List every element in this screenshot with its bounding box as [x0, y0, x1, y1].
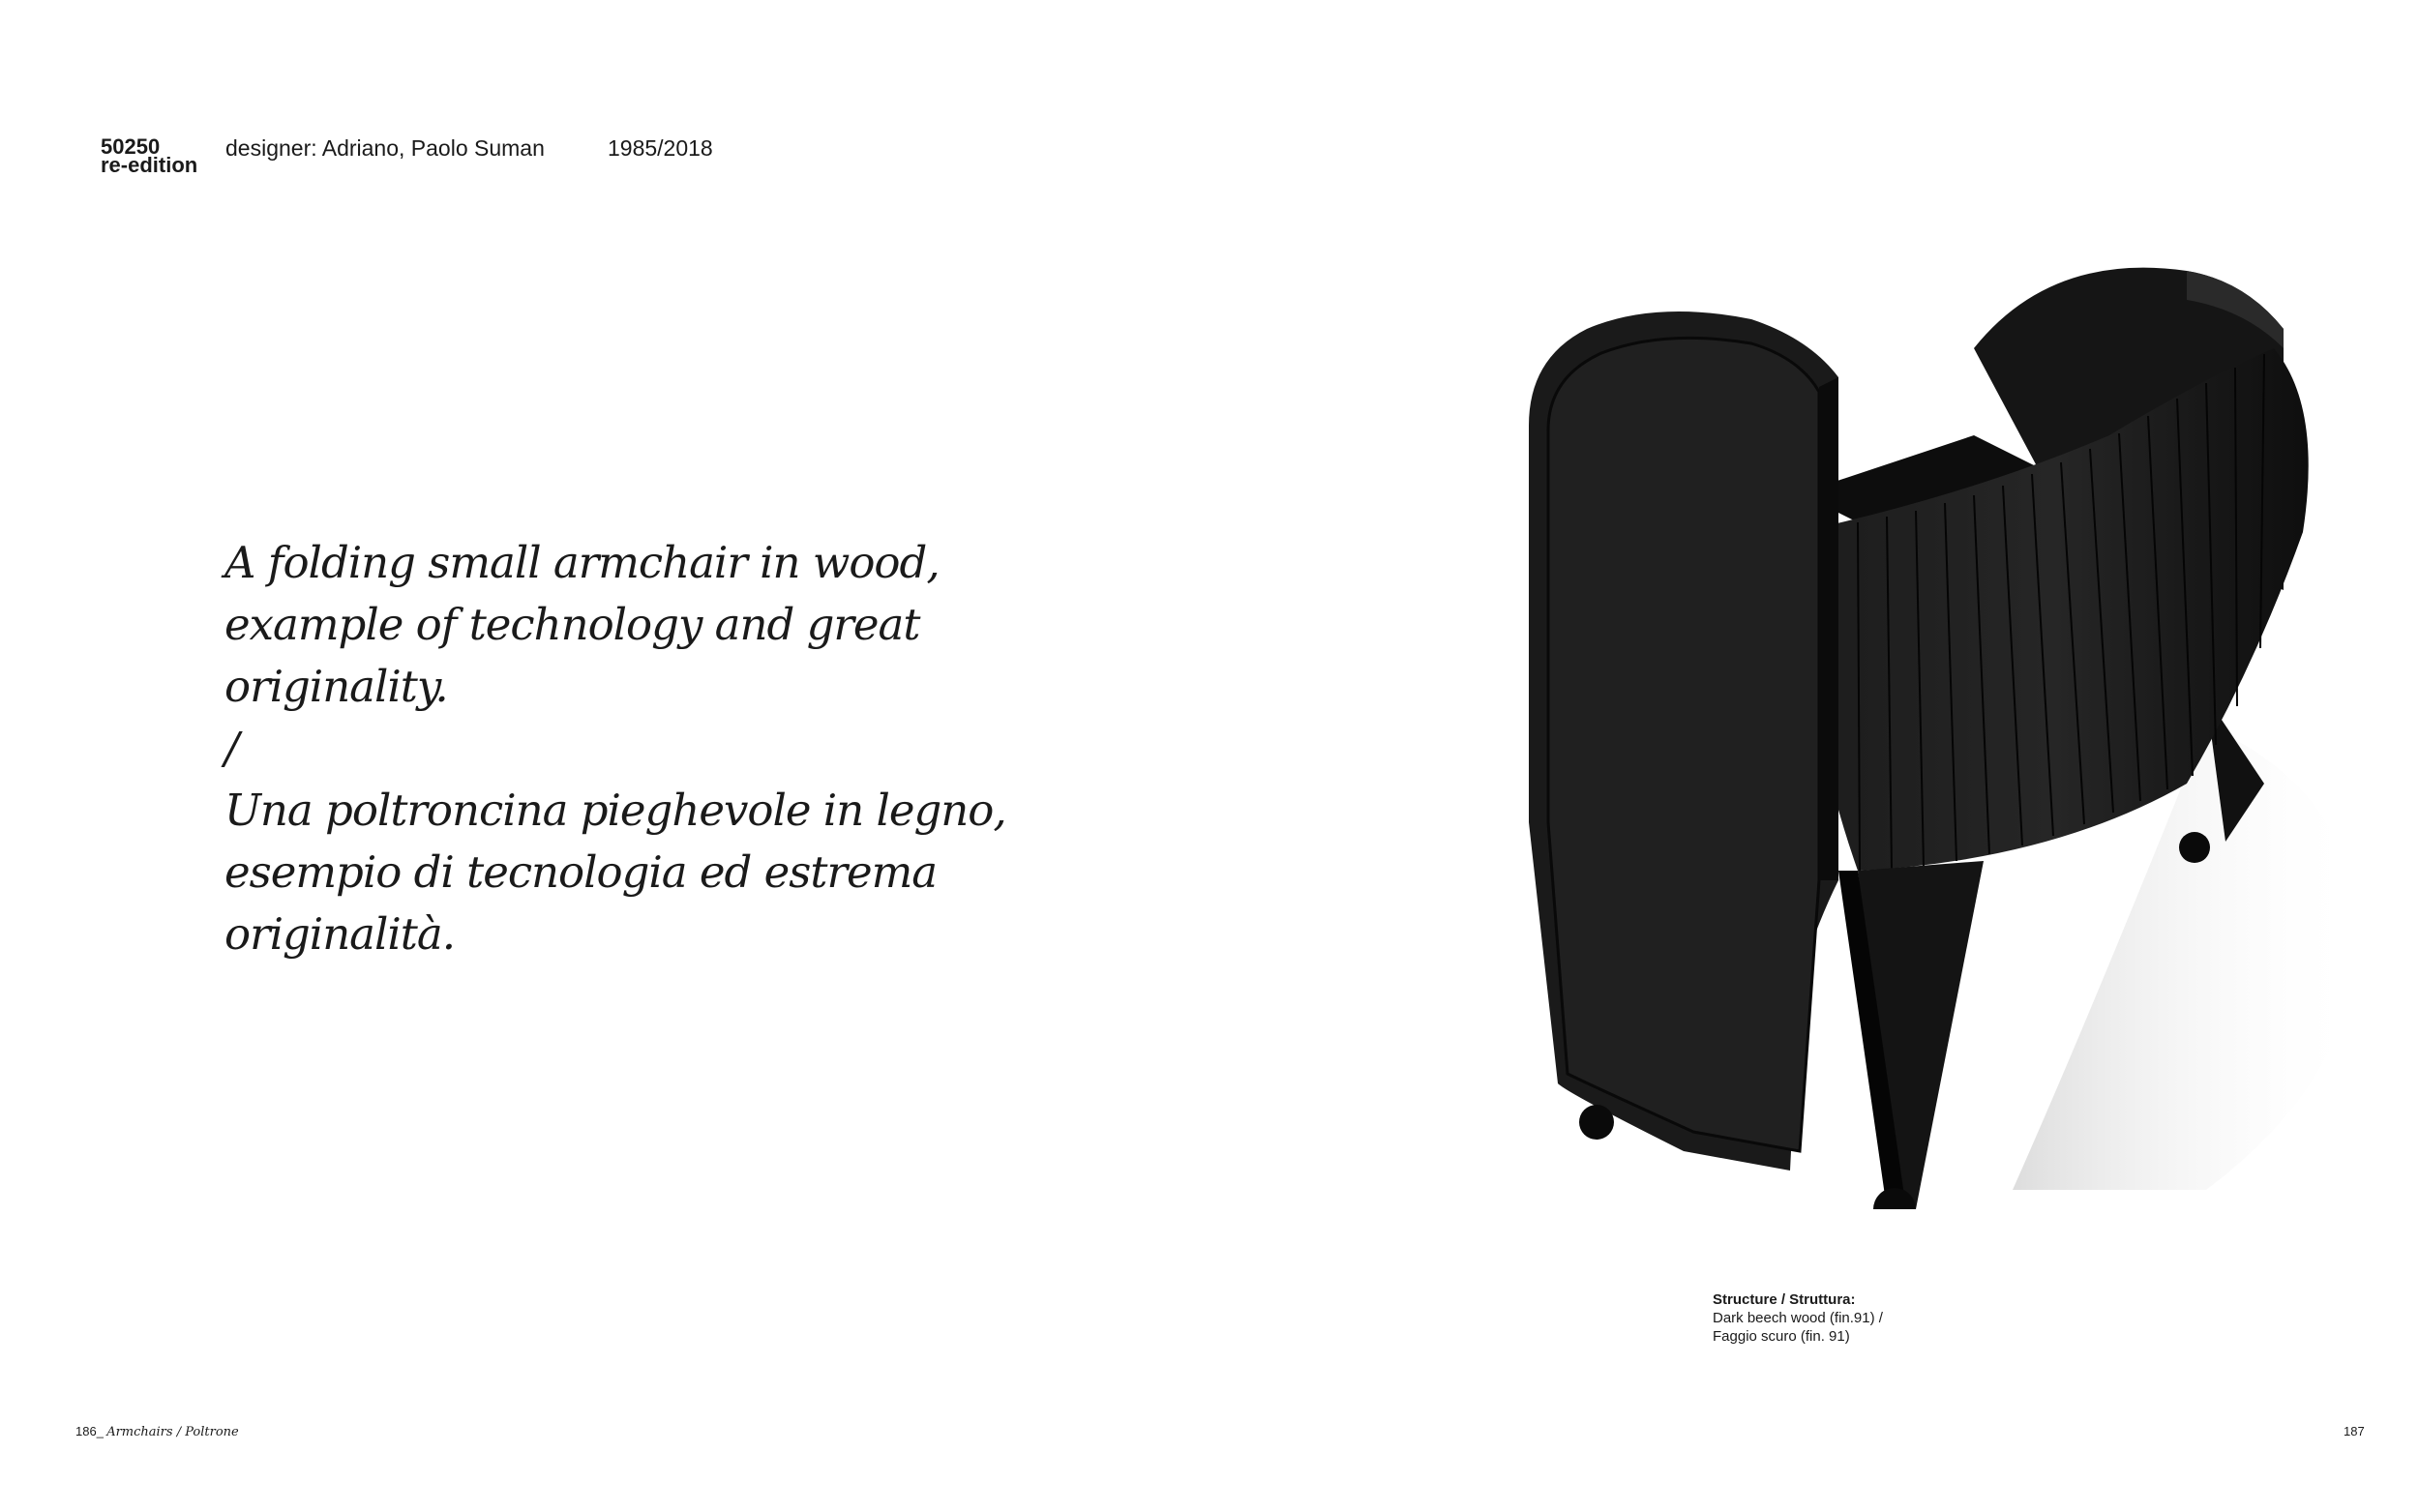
folding-armchair-illustration: [1509, 242, 2380, 1209]
footer-separator: _: [96, 1424, 104, 1438]
production-years: 1985/2018: [608, 135, 713, 161]
caption-line: Dark beech wood (fin.91) /: [1713, 1310, 1883, 1326]
description-line: originalità.: [224, 908, 456, 960]
description-line: A folding small armchair in wood,: [224, 537, 940, 588]
front-left-wheel: [1579, 1105, 1614, 1140]
product-description: [224, 532, 1018, 965]
description-line: Una poltroncina pieghevole in legno,: [224, 785, 1006, 836]
page-number-right: 187: [2344, 1424, 2365, 1438]
description-line: originality.: [224, 661, 448, 712]
description-line: example of technology and great: [224, 599, 920, 650]
footer-left: [75, 1424, 239, 1439]
caption-title: Structure / Struttura:: [1713, 1291, 1856, 1308]
product-code-block: [101, 134, 198, 177]
product-code: 50250: [101, 134, 161, 159]
section-label: Armchairs / Poltrone: [106, 1425, 239, 1439]
caption-line: Faggio scuro (fin. 91): [1713, 1328, 1850, 1345]
page-number-left: 186: [75, 1424, 97, 1438]
finish-caption: [1713, 1290, 1883, 1346]
left-side-inner-panel: [1548, 338, 1819, 1151]
designer-credit: designer: Adriano, Paolo Suman: [225, 135, 545, 161]
right-wheel: [2179, 832, 2210, 863]
edition-label: re-edition: [101, 153, 198, 177]
description-line: esempio di tecnologia ed estrema: [224, 846, 938, 898]
armchair-photo: [1509, 242, 2380, 1209]
left-panel-edge: [1819, 377, 1838, 880]
description-separator: /: [224, 723, 239, 774]
